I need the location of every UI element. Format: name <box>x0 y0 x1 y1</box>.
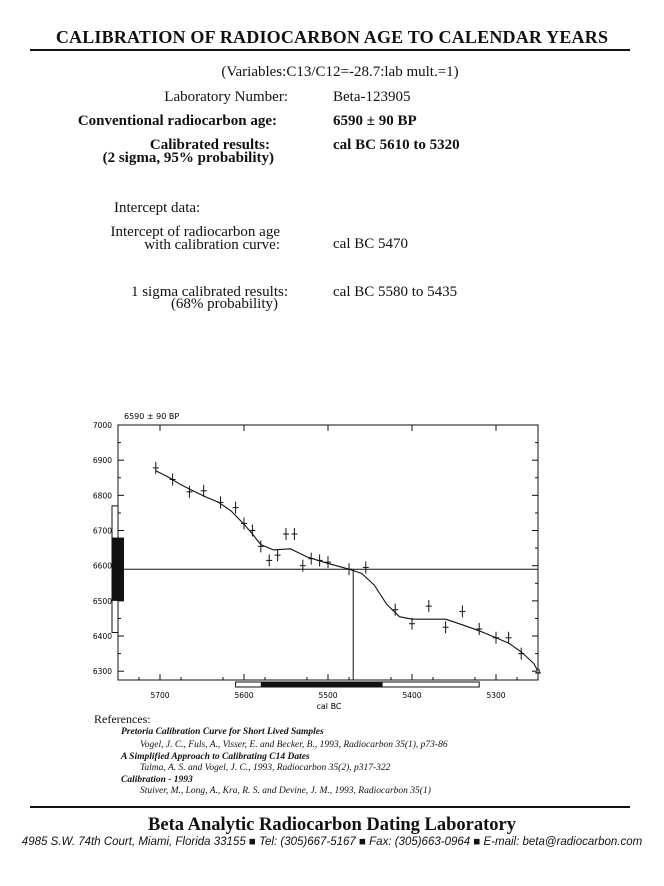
intercept-value: cal BC 5470 <box>333 236 408 252</box>
footer-rule <box>30 806 630 808</box>
variables-line: (Variables:C13/C12=-28.7:lab mult.=1) <box>221 64 459 80</box>
data-point <box>266 554 272 566</box>
reference-title: A Simplified Approach to Calibrating C14 Dates <box>121 752 310 762</box>
data-point <box>325 556 331 568</box>
intercept-heading: Intercept data: <box>114 200 201 216</box>
one-sigma-label-line1: 1 sigma calibrated results: <box>130 284 288 300</box>
one-sigma-label-line2: (68% probability) <box>170 296 278 312</box>
page-title: CALIBRATION OF RADIOCARBON AGE TO CALENDAR YEARS <box>55 27 609 47</box>
references-heading: References: <box>94 712 151 726</box>
y-tick-label: 6900 <box>92 456 112 466</box>
intercept-label-line1: Intercept of radiocarbon age <box>110 224 280 240</box>
data-point <box>476 623 482 635</box>
reference-title: Pretoria Calibration Curve for Short Lived Samples <box>121 727 324 737</box>
conventional-age-value: 6590 ± 90 BP <box>333 113 417 129</box>
chart-title: 6590 ± 90 BP <box>124 412 180 421</box>
reference-citation: Stuiver, M., Long, A., Kra, R. S. and Devine, J. M., 1993, Radiocarbon 35(1) <box>140 786 431 796</box>
data-point <box>308 553 314 565</box>
calibration-curve <box>156 471 538 672</box>
data-point <box>233 502 239 514</box>
lab-name: Beta Analytic Radiocarbon Dating Laboratory <box>148 815 516 835</box>
lab-contact: 4985 S.W. 74th Court, Miami, Florida 33155 ■ Tel: (305)667-5167 ■ Fax: (305)663-0964 ■ E-mail: beta@radiocarbon.com <box>21 836 643 848</box>
one-sigma-value: cal BC 5580 to 5435 <box>333 284 458 300</box>
lab-number-value: Beta-123905 <box>333 89 411 105</box>
data-point <box>493 632 499 644</box>
data-point <box>363 561 369 573</box>
data-point <box>518 648 524 660</box>
conventional-age-label: Conventional radiocarbon age: <box>77 113 277 129</box>
data-point <box>459 605 465 617</box>
x-tick-label: 5600 <box>234 691 254 700</box>
lab-number-label: Laboratory Number: <box>164 89 288 105</box>
data-point <box>241 517 247 529</box>
calibrated-label-line2: (2 sigma, 95% probability) <box>102 150 274 166</box>
data-point <box>426 600 432 612</box>
y-tick-label: 6300 <box>92 667 112 677</box>
data-point <box>217 496 223 508</box>
data-point <box>283 528 289 540</box>
y-tick-label: 7000 <box>92 421 112 430</box>
calibrated-value: cal BC 5610 to 5320 <box>333 137 460 153</box>
reference-citation: Vogel, J. C., Fuls, A., Visser, E. and Becker, B., 1993, Radiocarbon 35(1), p73-86 <box>140 740 448 750</box>
data-point <box>275 549 281 561</box>
intercept-label-line2: with calibration curve: <box>144 237 280 253</box>
header-rule <box>30 49 630 51</box>
x-tick-label: 5700 <box>150 691 170 700</box>
data-point <box>535 667 541 679</box>
calibration-chart <box>0 405 664 715</box>
calibrated-label-line1: Calibrated results: <box>149 137 270 153</box>
y-tick-label: 6600 <box>92 561 112 571</box>
data-point <box>317 554 323 566</box>
x-tick-label: 5400 <box>402 691 422 700</box>
y-tick-label: 6800 <box>92 491 112 501</box>
data-point <box>170 474 176 486</box>
data-point <box>249 525 255 537</box>
reference-citation: Talma, A. S. and Vogel, J. C., 1993, Radiocarbon 35(2), p317-322 <box>140 763 391 773</box>
plot-frame <box>118 425 538 680</box>
y-tick-label: 6700 <box>92 526 112 536</box>
data-point <box>300 560 306 572</box>
x-tick-label: 5300 <box>486 691 506 700</box>
y-tick-label: 6500 <box>92 596 112 606</box>
one-sigma-cal-bar <box>261 682 383 687</box>
data-point <box>443 621 449 633</box>
data-point <box>346 563 352 575</box>
reference-title: Calibration - 1993 <box>121 775 193 785</box>
y-tick-label: 6400 <box>92 632 112 642</box>
data-point <box>291 528 297 540</box>
chart-xlabel: cal BC <box>316 702 342 711</box>
x-tick-label: 5500 <box>318 691 338 700</box>
data-point <box>392 604 398 616</box>
